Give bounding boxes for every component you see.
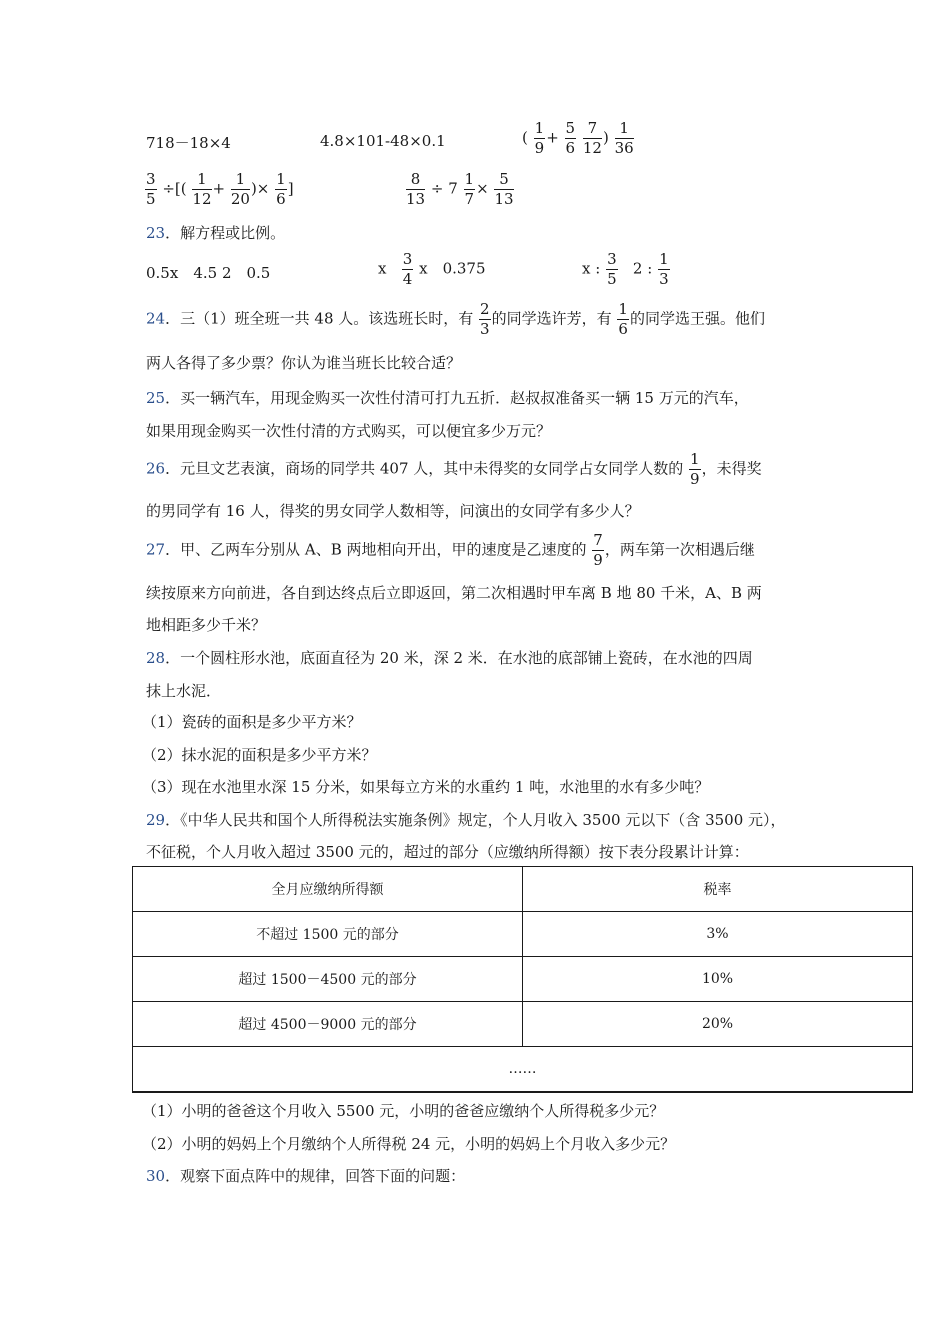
question-30: 30．观察下面点阵中的规律，回答下面的问题： bbox=[146, 1167, 466, 1185]
question-25-line2: 如果用现金购买一次性付清的方式购买，可以便宜多少万元？ bbox=[146, 422, 552, 440]
question-28-sub1: （1）瓷砖的面积是多少平方米？ bbox=[142, 713, 362, 731]
question-29-sub1: （1）小明的爸爸这个月收入 5500 元，小明的爸爸应缴纳个人所得税多少元？ bbox=[142, 1102, 665, 1120]
table-cell: 10% bbox=[523, 957, 913, 1002]
calc-expr-2: 4.8×101-48×0.1 bbox=[320, 132, 446, 150]
table-row bbox=[133, 1002, 913, 1047]
question-26-line2: 的男同学有 16 人，得奖的男女同学人数相等，问演出的女同学有多少人？ bbox=[146, 502, 640, 520]
question-29-sub2: （2）小明的妈妈上个月缴纳个人所得税 24 元，小明的妈妈上个月收入多少元？ bbox=[142, 1135, 676, 1153]
table-cell: 20% bbox=[523, 1002, 913, 1047]
question-27-line2: 续按原来方向前进，各自到达终点后立即返回，第二次相遇时甲车离 B 地 80 千米，A、B 两 bbox=[146, 584, 762, 602]
fraction: $\frac{1}{9}$ bbox=[534, 119, 545, 157]
fraction: $\frac{2}{3}$ bbox=[480, 300, 490, 338]
question-26: 26．元旦文艺表演，商场的同学共 407 人，其中未得奖的女同学占女同学人数的 $\frac{1}{9}$ ，未得奖 bbox=[146, 450, 762, 488]
fraction: $\frac{1}{36}$ bbox=[614, 119, 634, 157]
fraction: $\frac{1}{6}$ bbox=[276, 170, 286, 208]
table-header: 税率 bbox=[523, 867, 913, 912]
equation-3: x : $\frac{3}{5}$ 2 : $\frac{1}{3}$ bbox=[582, 250, 669, 288]
table-header-row bbox=[133, 867, 913, 912]
question-number: 26 bbox=[146, 459, 166, 478]
table-header: 全月应缴纳所得额 bbox=[133, 867, 523, 912]
fraction: $\frac{3}{5}$ bbox=[146, 170, 156, 208]
fraction: $\frac{8}{13}$ bbox=[406, 170, 426, 208]
question-24: 24．三（1）班全班一共 48 人。该选班长时，有 $\frac{2}{3}$ 的同学选许芳，有 $\frac{1}{6}$ 的同学选王强。他们 bbox=[146, 300, 765, 338]
calc-expr-3: ( $\frac{1}{9}$ + $\frac{5}{6}$ $\frac{7}{12}$ ) $\frac{1}{36}$ bbox=[522, 119, 634, 157]
question-number: 29 bbox=[146, 811, 166, 829]
fraction: $\frac{1}{9}$ bbox=[690, 450, 700, 488]
calc-expr-1: 718－18×4 bbox=[146, 134, 231, 152]
equation-2: x $\frac{3}{4}$ x 0.375 bbox=[378, 250, 486, 288]
question-29: 29．《中华人民共和国个人所得税法实施条例》规定，个人月收入 3500 元以下（含 3500 元）， bbox=[146, 811, 786, 829]
tax-rate-table bbox=[132, 866, 913, 1093]
fraction: $\frac{1}{12}$ bbox=[192, 170, 212, 208]
question-28-sub2: （2）抹水泥的面积是多少平方米？ bbox=[142, 746, 377, 764]
fraction: $\frac{1}{3}$ bbox=[659, 250, 669, 288]
table-cell: 超过 1500－4500 元的部分 bbox=[133, 957, 523, 1002]
fraction: $\frac{5}{13}$ bbox=[494, 170, 514, 208]
table-cell: 3% bbox=[523, 912, 913, 957]
question-number: 30 bbox=[146, 1167, 166, 1185]
fraction: $\frac{1}{20}$ bbox=[230, 170, 250, 208]
question-number: 27 bbox=[146, 540, 166, 559]
fraction: $\frac{3}{5}$ bbox=[607, 250, 617, 288]
question-number: 23 bbox=[146, 224, 166, 242]
question-number: 28 bbox=[146, 649, 166, 667]
calc-expr-5: $\frac{8}{13}$ ÷ 7 $\frac{1}{7}$ × $\frac{5}{13}$ bbox=[406, 170, 514, 208]
question-23: 23．解方程或比例。 bbox=[146, 224, 286, 242]
fraction: $\frac{7}{12}$ bbox=[582, 119, 602, 157]
table-ellipsis: …… bbox=[133, 1047, 913, 1093]
fraction: $\frac{7}{9}$ bbox=[593, 531, 603, 569]
question-29-line2: 不征税，个人月收入超过 3500 元的，超过的部分（应缴纳所得额）按下表分段累计计算： bbox=[146, 843, 749, 861]
question-28-sub3: （3）现在水池里水深 15 分米，如果每立方米的水重约 1 吨，水池里的水有多少吨？ bbox=[142, 778, 710, 796]
table-cell: 超过 4500－9000 元的部分 bbox=[133, 1002, 523, 1047]
question-28: 28．一个圆柱形水池，底面直径为 20 米，深 2 米．在水池的底部铺上瓷砖，在水池的四周 bbox=[146, 649, 753, 667]
calc-expr-4: $\frac{3}{5}$ ÷[( $\frac{1}{12}$ + $\frac{1}{20}$ )× $\frac{1}{6}$ ] bbox=[146, 170, 294, 208]
table-row bbox=[133, 1047, 913, 1093]
fraction: $\frac{5}{6}$ bbox=[565, 119, 576, 157]
question-25: 25．买一辆汽车，用现金购买一次性付清可打九五折．赵叔叔准备买一辆 15 万元的汽车， bbox=[146, 389, 749, 407]
question-27: 27．甲、乙两车分别从 A、B 两地相向开出，甲的速度是乙速度的 $\frac{7}{9}$ ，两车第一次相遇后继 bbox=[146, 531, 755, 569]
table-cell: 不超过 1500 元的部分 bbox=[133, 912, 523, 957]
fraction: $\frac{1}{6}$ bbox=[618, 300, 628, 338]
question-27-line3: 地相距多少千米？ bbox=[146, 616, 267, 634]
table-row bbox=[133, 957, 913, 1002]
fraction: $\frac{3}{4}$ bbox=[402, 250, 413, 288]
table-row bbox=[133, 912, 913, 957]
equation-1: 0.5x 4.5 2 0.5 bbox=[146, 264, 271, 282]
question-number: 25 bbox=[146, 389, 166, 407]
question-28-line2: 抹上水泥． bbox=[146, 682, 222, 700]
question-number: 24 bbox=[146, 309, 166, 328]
question-24-line2: 两人各得了多少票？你认为谁当班长比较合适？ bbox=[146, 354, 462, 372]
fraction: $\frac{1}{7}$ bbox=[464, 170, 475, 208]
